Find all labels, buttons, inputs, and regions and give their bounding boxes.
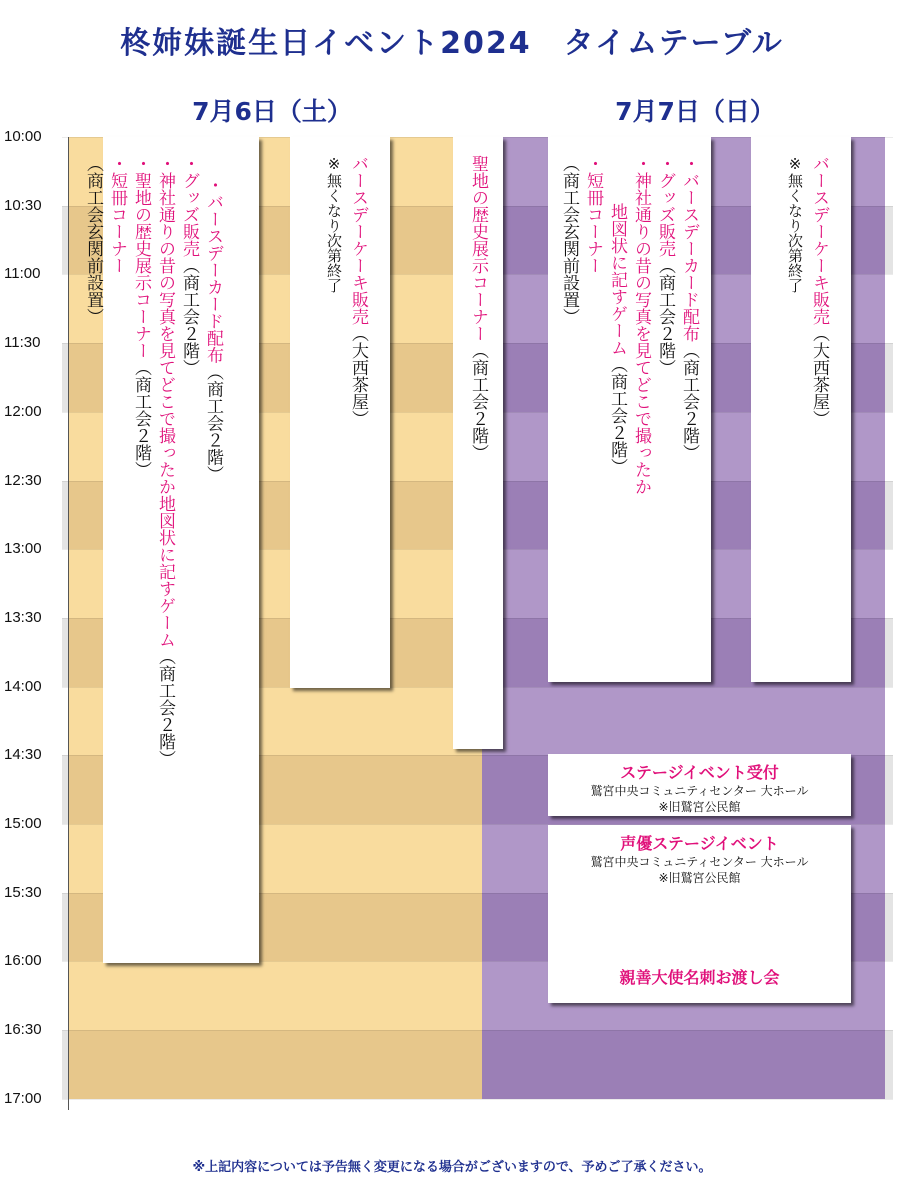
row-sat-band [69,1030,482,1099]
row-right-band [885,137,893,206]
sun-item-photo-game-location: （商工会２階） [607,356,627,475]
sat-cake-card [290,137,390,688]
sat-main-events-text [81,155,249,767]
time-label: 17:00 [4,1089,42,1107]
sat-item-card-distribution: ・バースデーカード配布 [203,176,223,364]
sat-item-history: ・聖地の歴史展示コーナー [131,155,151,359]
footer-note: ※上記内容については予告無く変更になる場合がございますので、予めご了承ください。 [192,1160,712,1175]
row-right-band [885,755,893,824]
row-sun-band [482,687,893,756]
sun-main-events-text [557,155,701,495]
sun-item-card-distribution: ・バースデーカード配布 [679,155,699,342]
sun-item-tanzaku: ・短冊コーナー [583,155,603,274]
sat-cake-title: バースデーケーキ販売 [348,155,368,325]
time-label: 13:30 [4,608,42,626]
sun-reception-card [548,754,851,816]
reception-note: ※旧鷲宮公民館 [658,800,741,814]
time-label: 16:30 [4,1021,42,1039]
sun-history-card [453,137,503,749]
time-row [62,1030,893,1099]
sun-main-events-card [548,137,711,682]
row-right-band [885,1030,893,1099]
row-right-band [885,687,893,756]
time-gridline [62,1030,893,1031]
time-label: 15:30 [4,883,42,901]
time-label: 10:30 [4,196,42,214]
row-sat-band [69,961,482,1030]
sat-cake-location: （大西茶屋） [348,325,368,427]
stage-extra: 親善大使名刺お渡し会 [619,968,780,987]
row-right-band [885,274,893,343]
sun-history-title: 聖地の歴史展示コーナー [468,155,488,342]
sun-item-tanzaku-location: （商工会玄関前設置） [559,155,579,325]
row-right-band [885,618,893,687]
sun-history-location: （商工会２階） [468,342,488,461]
time-label: 11:00 [4,265,41,283]
stage-title: 声優ステージイベント [620,834,779,853]
stage-note: ※旧鷲宮公民館 [658,871,741,885]
day-header-sat: 7月6日（土） [192,97,352,126]
sat-cake-text [322,155,370,427]
sat-item-tanzaku: ・短冊コーナー [107,155,127,274]
sat-item-goods-location: （商工会２階） [179,257,199,376]
reception-venue: 鷲宮中央コミュニティセンター 大ホール [590,784,809,798]
time-label: 14:30 [4,746,42,764]
sat-item-card-location: （商工会２階） [203,363,223,483]
sun-stage-card [548,825,851,1003]
sun-history-text [466,155,490,461]
sat-cake-note: ※無くなり次第終了 [325,155,343,293]
row-right-band [885,412,893,481]
row-right-band [885,206,893,275]
time-label: 10:00 [4,128,42,145]
sun-cake-location: （大西茶屋） [809,325,829,427]
sun-item-photo-game: ・神社通りの昔の写真を見てどこで撮ったか [631,155,651,495]
reception-title: ステージイベント受付 [620,763,779,782]
time-gridline [62,1099,893,1100]
time-label: 14:00 [4,677,42,695]
page-title: 柊姉妹誕生日イベント2024 タイムテーブル [120,26,784,61]
row-right-band [885,549,893,618]
row-sun-band [482,1030,893,1099]
sun-item-goods: ・グッズ販売 [655,155,675,257]
sun-cake-text [783,155,831,427]
sat-item-tanzaku-location: （商工会玄関前設置） [83,155,103,325]
time-label: 13:00 [4,540,42,558]
time-label: 12:00 [4,402,42,420]
time-label: 12:30 [4,471,42,489]
sat-item-photo-game-location: （商工会２階） [155,648,175,767]
sun-item-goods-location: （商工会２階） [655,257,675,376]
row-right-band [885,893,893,962]
row-right-band [885,824,893,893]
day-header-sun: 7月7日（日） [615,97,775,126]
time-label: 15:00 [4,815,42,832]
row-right-band [885,343,893,412]
sat-item-goods: ・グッズ販売 [179,155,199,257]
sun-item-card-location: （商工会２階） [679,342,699,461]
row-right-band [885,961,893,1030]
sat-main-events-card [83,137,259,963]
sat-item-photo-game: ・神社通りの昔の写真を見てどこで撮ったか地図状に記すゲーム [155,155,175,648]
time-label: 16:00 [4,952,42,970]
time-axis-line [68,137,69,1110]
row-right-band [885,481,893,550]
stage-venue: 鷲宮中央コミュニティセンター 大ホール [590,855,809,869]
sun-cake-title: バースデーケーキ販売 [809,155,829,325]
sun-cake-note: ※無くなり次第終了 [786,155,804,293]
time-label: 11:30 [4,334,41,352]
sat-item-history-location: （商工会２階） [131,359,151,478]
sun-cake-card [751,137,851,682]
sun-item-photo-game-cont: 地図状に記すゲーム [607,203,627,356]
